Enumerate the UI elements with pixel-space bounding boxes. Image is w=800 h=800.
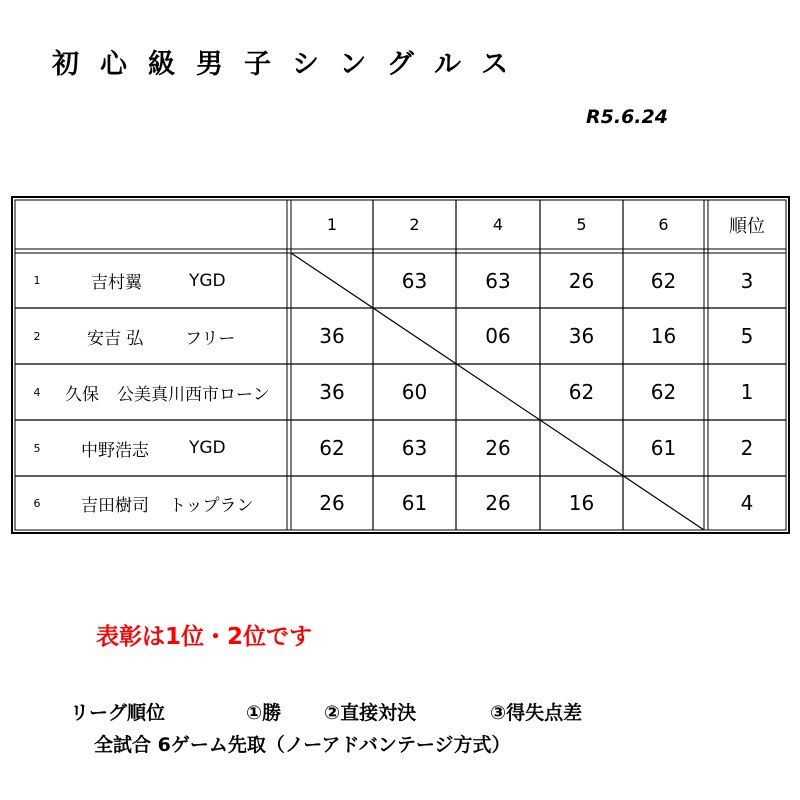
score-cell: [291, 253, 373, 308]
rank-header: 順位: [729, 215, 765, 237]
row-number: 6: [33, 496, 41, 510]
player-club: フリー: [185, 328, 236, 349]
player-name: 安吉 弘: [87, 328, 144, 349]
score-cell: [373, 308, 456, 364]
ranking-criterion: ①勝: [246, 702, 282, 724]
player-name: 吉村翼: [91, 273, 142, 293]
score-cell: 61: [650, 436, 677, 460]
score-cell: 36: [319, 324, 345, 348]
rank-cell: 5: [740, 324, 754, 348]
ranking-criterion: ②直接対決: [324, 702, 417, 724]
rank-cell: 2: [740, 436, 754, 460]
player-name: 吉田樹司: [81, 495, 149, 516]
score-cell: 63: [401, 268, 428, 293]
league-table: [11, 196, 790, 534]
score-cell: 62: [650, 268, 677, 293]
score-cell: 26: [485, 436, 511, 460]
player-name: 久保: [65, 384, 99, 405]
ranking-criteria-label: リーグ順位: [70, 702, 166, 724]
player-club: YGD: [189, 270, 226, 291]
match-format: 全試合 6ゲーム先取（ノーアドバンテージ方式）: [94, 734, 511, 756]
player-name: 中野浩志: [81, 440, 149, 461]
score-cell: 36: [319, 380, 345, 404]
column-header: 1: [326, 215, 338, 234]
score-cell: 26: [319, 491, 345, 515]
score-cell: 62: [319, 436, 345, 460]
column-header: 4: [492, 215, 504, 234]
score-cell: 61: [401, 491, 428, 515]
score-cell: 62: [650, 380, 677, 404]
ranking-criteria: [70, 698, 770, 724]
row-number: 4: [33, 385, 41, 399]
score-cell: [540, 420, 623, 476]
event-date: R5.6.24: [586, 106, 668, 128]
column-header: 6: [658, 215, 669, 234]
score-cell: 16: [568, 491, 595, 515]
score-cell: 16: [650, 324, 677, 348]
score-cell: 62: [568, 380, 595, 404]
score-cell: [456, 364, 540, 420]
score-cell: 63: [401, 436, 428, 460]
score-cell: [623, 476, 704, 530]
player-club: YGD: [189, 438, 226, 458]
ranking-criterion: ③得失点差: [490, 702, 583, 724]
row-number: 2: [33, 329, 41, 343]
rank-cell: 1: [740, 380, 754, 404]
score-cell: 26: [485, 491, 511, 515]
score-cell: 26: [568, 268, 595, 293]
award-note: 表彰は1位・2位です: [96, 624, 313, 650]
rank-cell: 4: [740, 491, 754, 515]
page-title: 初心級男子シングルス: [52, 49, 530, 80]
player-club: 公美真川西市ローン: [117, 384, 270, 405]
row-number: 1: [33, 274, 41, 287]
score-cell: 60: [401, 380, 428, 404]
column-header: 2: [409, 215, 420, 234]
score-cell: 63: [485, 268, 511, 293]
row-number: 5: [33, 441, 41, 455]
score-cell: 06: [485, 324, 511, 348]
rank-cell: 3: [740, 268, 754, 293]
column-header: 5: [576, 215, 587, 234]
score-cell: 36: [568, 324, 595, 348]
player-club: トップラン: [169, 495, 254, 516]
